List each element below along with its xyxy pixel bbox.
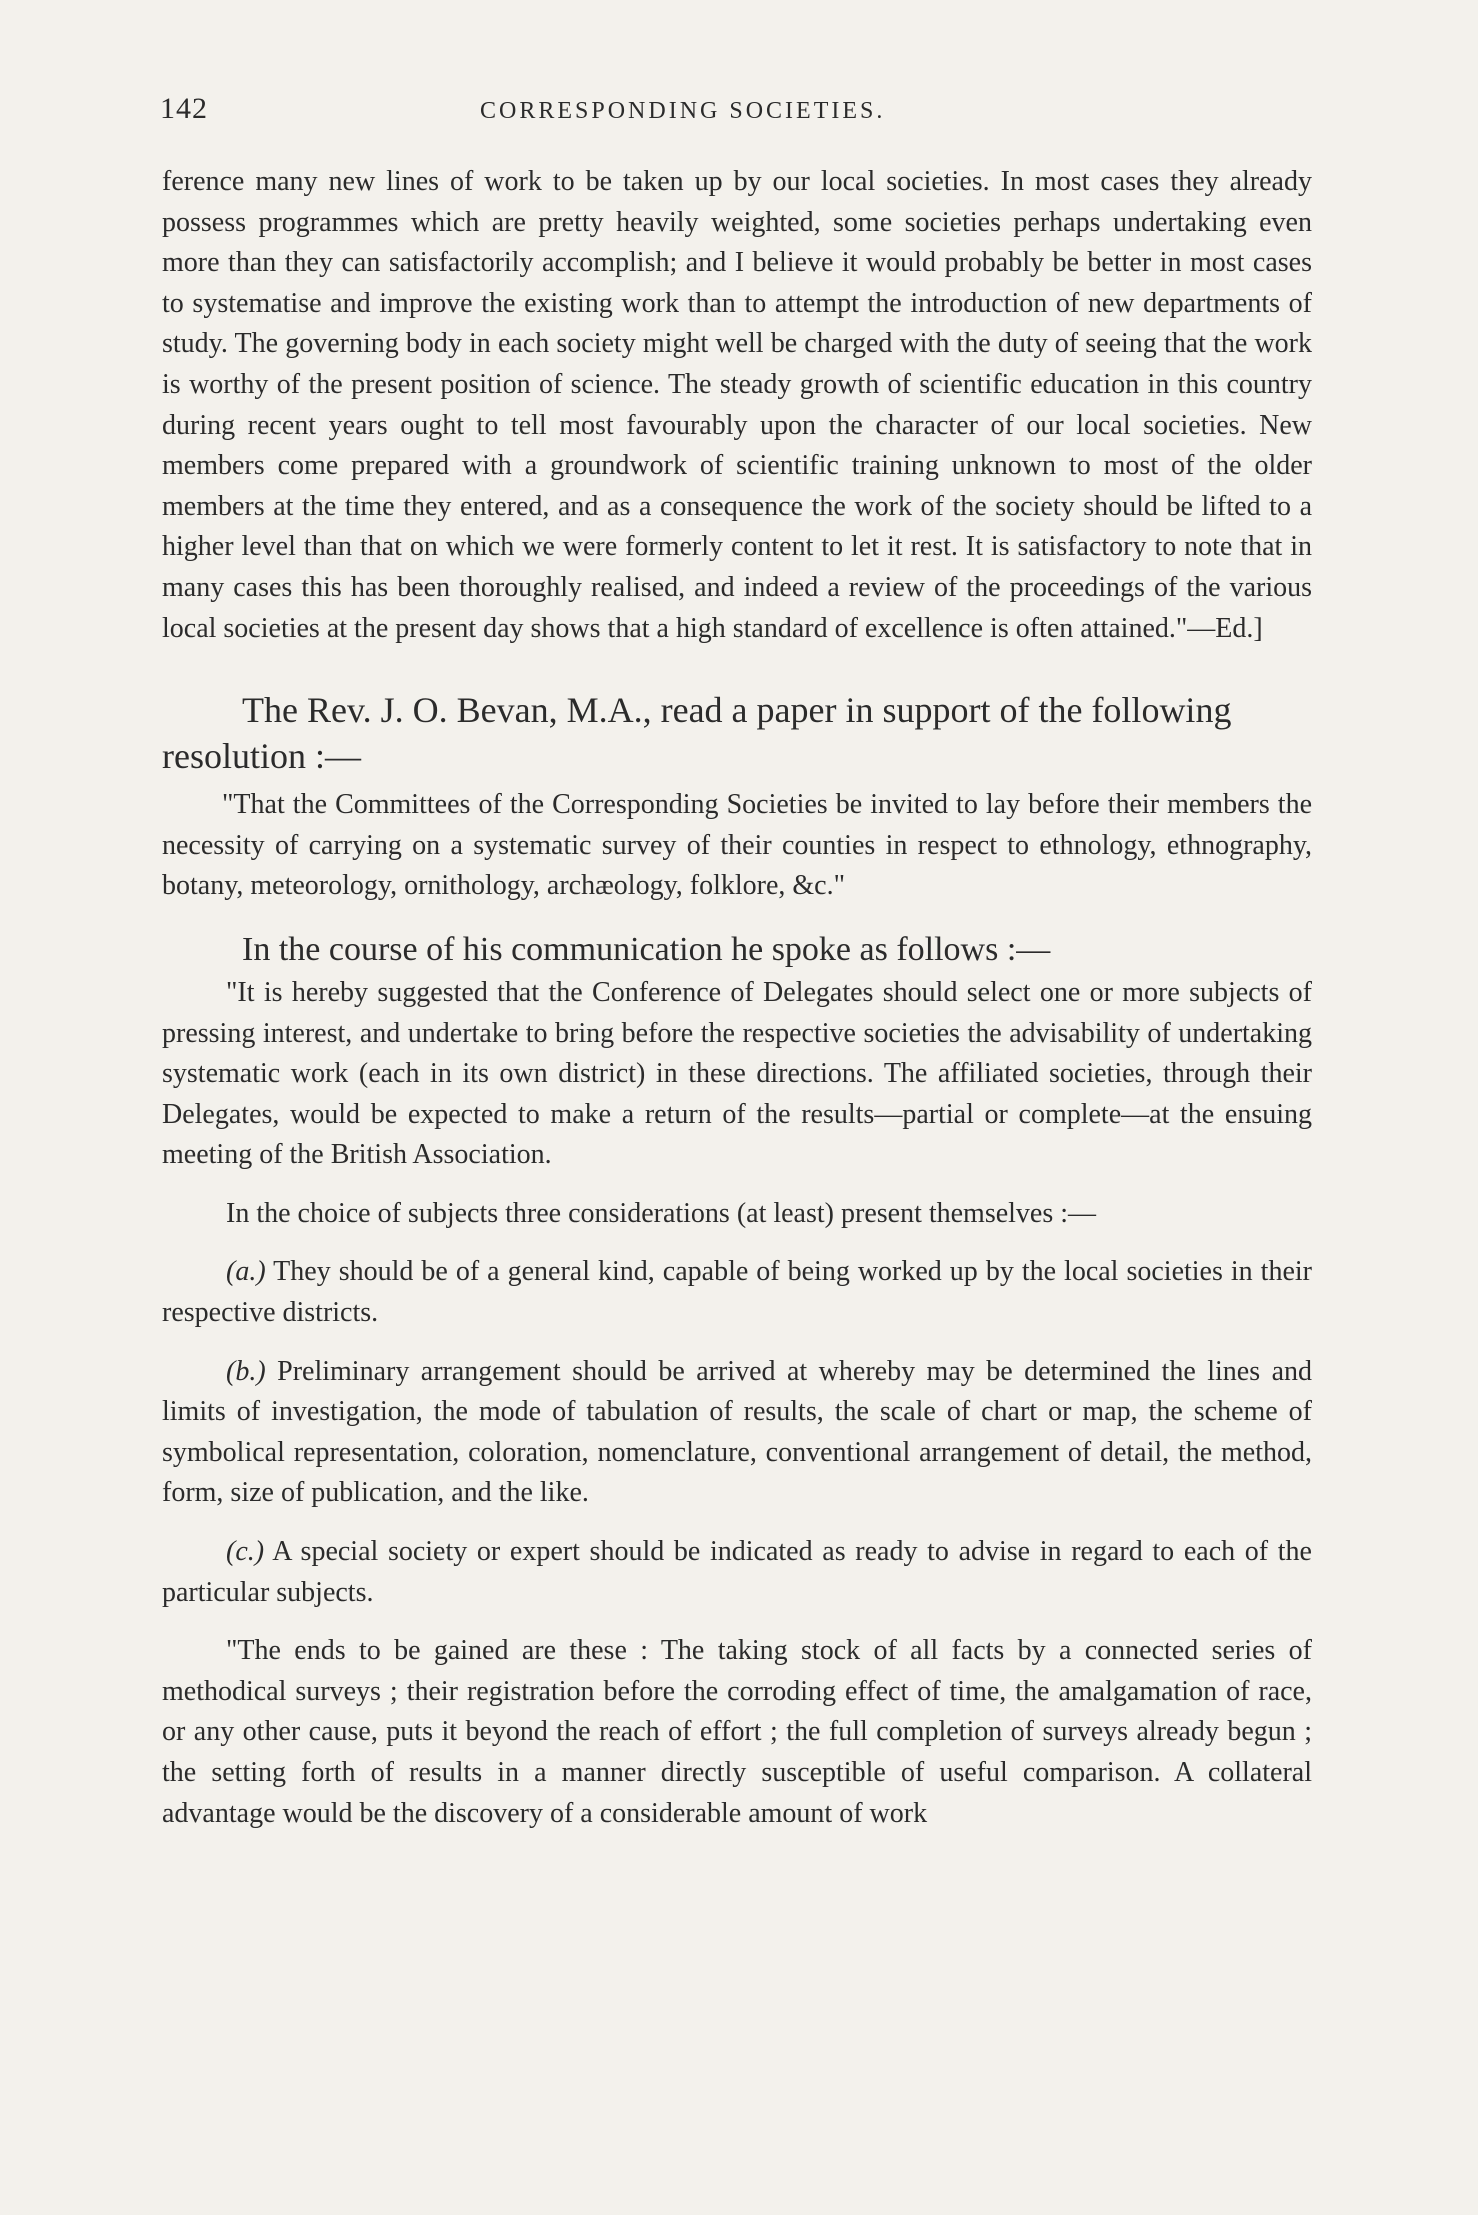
consideration-c — [162, 1532, 1312, 1613]
resolution-intro: The Rev. J. O. Bevan, M.A., read a paper in support of the following resolution :— — [162, 690, 1232, 777]
running-head: CORRESPONDING SOCIETIES. — [480, 98, 886, 124]
consideration-c-label: (c.) — [226, 1536, 265, 1568]
paragraph-ends: "The ends to be gained are these : The taking stock of all facts by a connected series of methodical surveys ; their registration before the corroding effect of time, the amalgamation of race, or any other cause, puts it beyond the reach of effort ; the full completion of surveys already begun ; the setting forth of results in a manner directly susceptible of useful comparison. A collateral advantage would be the discovery of a considerable amount of work — [162, 1635, 1312, 1829]
communication-heading: In the course of his communication he spoke as follows :— — [242, 930, 1051, 968]
page-header — [160, 92, 1310, 132]
consideration-a-label: (a.) — [226, 1256, 266, 1288]
page-body — [162, 162, 1312, 1834]
consideration-a — [162, 1252, 1312, 1333]
consideration-b-text: Preliminary arrangement should be arrived at whereby may be determined the lines and limits of investigation, the mode of tabulation of results, the scale of chart or map, the scheme of symbolical representation, coloration, nomenclature, conventional arrangement of detail, the method, form, size of publication, and the like. — [162, 1355, 1312, 1509]
consideration-b-label: (b.) — [226, 1355, 266, 1387]
consideration-c-text: A special society or expert should be indicated as ready to advise in regard to each of the particular subjects. — [162, 1536, 1312, 1608]
page-number: 142 — [160, 92, 208, 125]
resolution-text: "That the Committees of the Corresponding Societies be invited to lay before their members the necessity of carrying on a systematic survey of their counties in respect to ethnology, ethnography, botany, meteorology, ornithology, archæology, folklore, &c." — [162, 789, 1312, 902]
paragraph-continuation: ference many new lines of work to be taken up by our local societies. In most cases they already possess programmes which are pretty heavily weighted, some societies perhaps undertaking even more than they can satisfactorily accomplish; and I believe it would probably be better in most cases to systematise and improve the existing work than to attempt the introduction of new departments of study. The governing body in each society might well be charged with the duty of seeing that the work is worthy of the present position of science. The steady growth of scientific education in this country during recent years ought to tell most favourably upon the character of our local societies. New members come prepared with a groundwork of scientific training unknown to most of the older members at the time they entered, and as a consequence the work of the society should be lifted to a higher level than that on which we were formerly content to let it rest. It is satisfactory to note that in many cases this has been thoroughly realised, and indeed a review of the proceedings of the various local societies at the present day shows that a high standard of excellence is often attained."—Ed.] — [162, 166, 1312, 644]
paragraph-suggestion: "It is hereby suggested that the Conference of Delegates should select one or more subjects of pressing interest, and undertake to bring before the respective societies the advisability of undertaking systematic work (each in its own district) in these directions. The affiliated societies, through their Delegates, would be expected to make a return of the results—partial or complete—at the ensuing meeting of the British Association. — [162, 976, 1312, 1171]
consideration-b — [162, 1352, 1312, 1514]
consideration-a-text: They should be of a general kind, capable of being worked up by the local societies in their respective districts. — [162, 1256, 1312, 1329]
paragraph-considerations: In the choice of subjects three considerations (at least) present themselves :— — [226, 1197, 1097, 1229]
